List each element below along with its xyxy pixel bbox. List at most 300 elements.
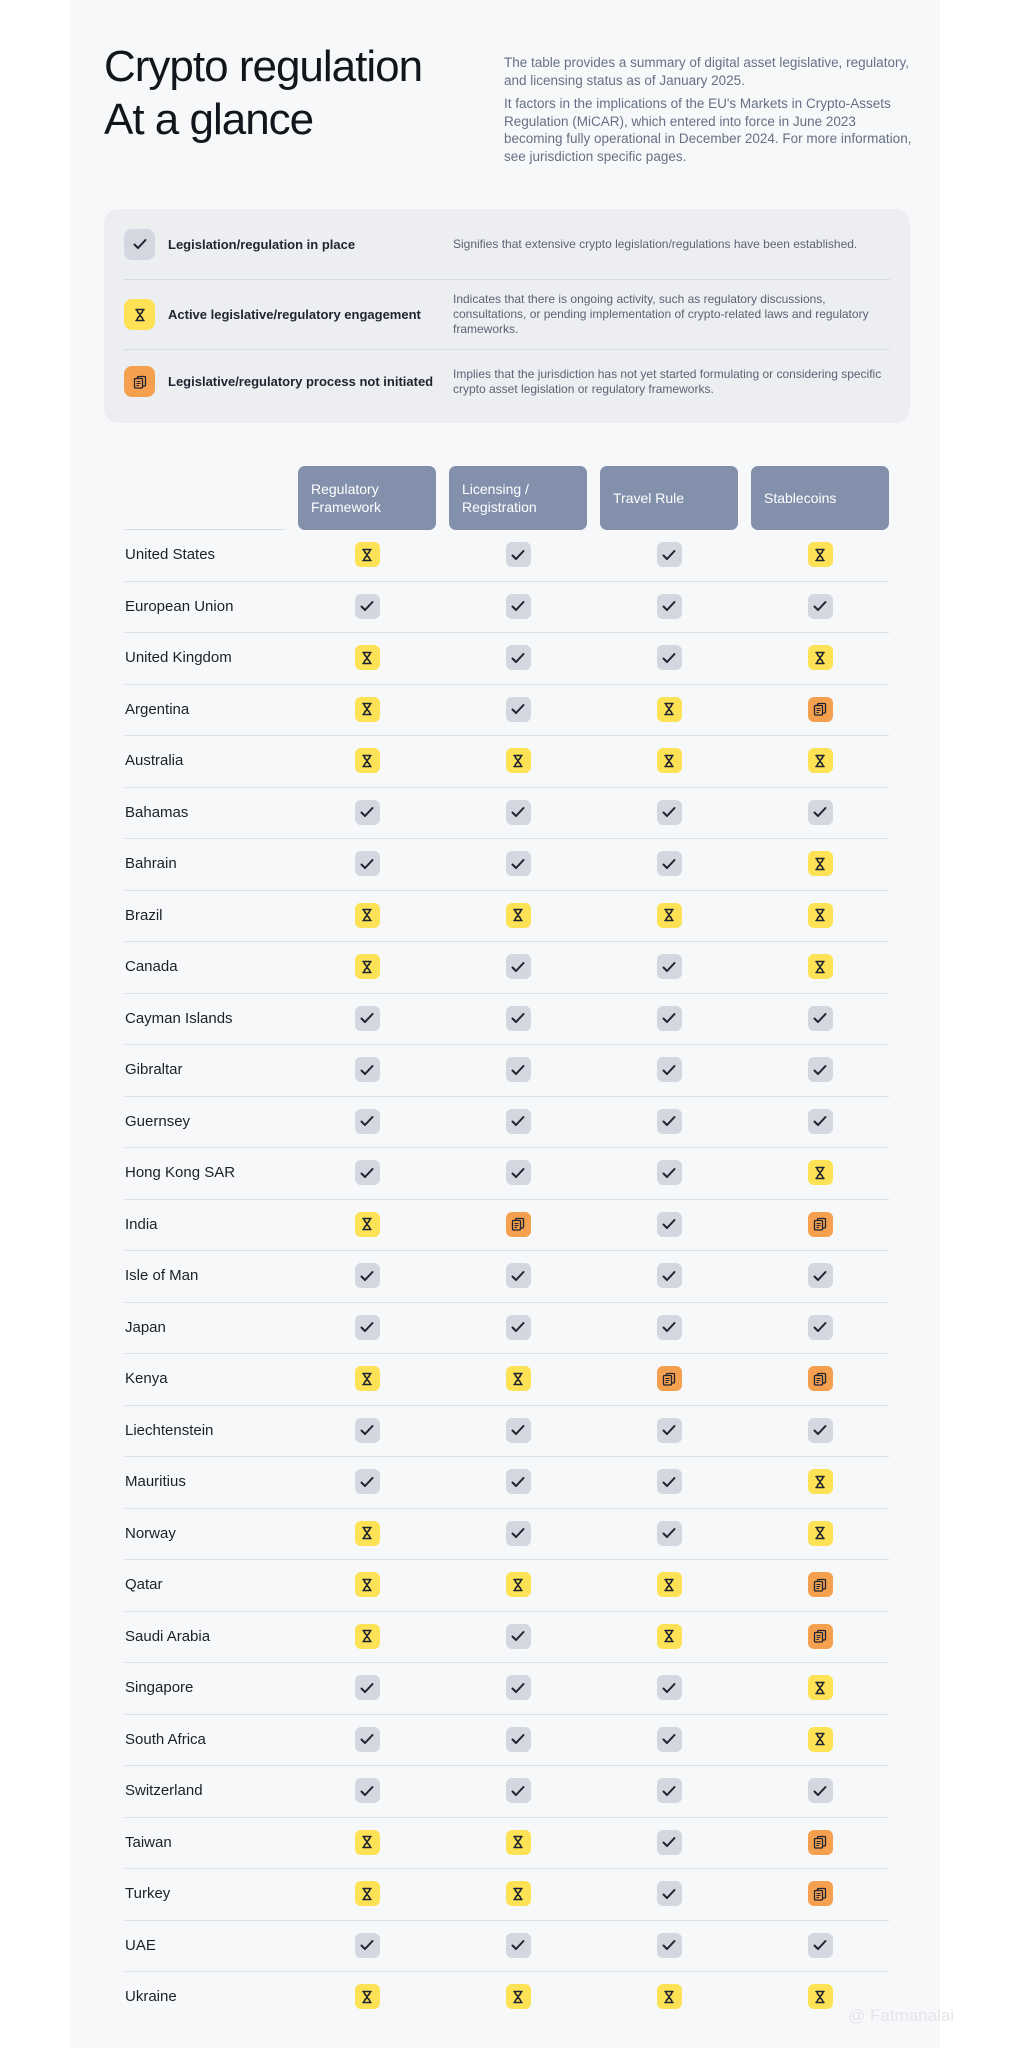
- status-cell-regulatory-framework: [298, 594, 436, 619]
- column-header-licensing-registration: Licensing / Registration: [449, 466, 587, 530]
- checkmark-icon: [506, 1675, 531, 1700]
- checkmark-icon: [506, 645, 531, 670]
- checkmark-icon: [657, 542, 682, 567]
- hourglass-icon: [506, 903, 531, 928]
- checkmark-icon: [506, 1418, 531, 1443]
- status-cell-licensing-registration: [449, 594, 587, 619]
- table-row: [125, 1663, 889, 1715]
- checkmark-icon: [506, 1315, 531, 1340]
- status-cell-travel-rule: [600, 1160, 738, 1185]
- checkmark-icon: [355, 1778, 380, 1803]
- status-cell-travel-rule: [600, 1521, 738, 1546]
- checkmark-icon: [657, 1830, 682, 1855]
- checkmark-icon: [506, 1727, 531, 1752]
- status-cell-travel-rule: [600, 1109, 738, 1134]
- status-cell-regulatory-framework: [298, 748, 436, 773]
- status-cell-regulatory-framework: [298, 697, 436, 722]
- status-cell-licensing-registration: [449, 1366, 587, 1391]
- hourglass-icon: [124, 299, 155, 330]
- status-cell-licensing-registration: [449, 903, 587, 928]
- hourglass-icon: [808, 1160, 833, 1185]
- table-row: [125, 736, 889, 788]
- checkmark-icon: [808, 594, 833, 619]
- country-name: Cayman Islands: [125, 1009, 233, 1027]
- page-title: [104, 40, 464, 146]
- document-icon: [506, 1212, 531, 1237]
- table-row: [125, 1715, 889, 1767]
- hourglass-icon: [355, 954, 380, 979]
- status-cell-regulatory-framework: [298, 1572, 436, 1597]
- status-cell-regulatory-framework: [298, 1521, 436, 1546]
- country-name: UAE: [125, 1936, 156, 1954]
- hourglass-icon: [808, 748, 833, 773]
- status-cell-travel-rule: [600, 954, 738, 979]
- country-name: Qatar: [125, 1576, 163, 1593]
- status-cell-regulatory-framework: [298, 1006, 436, 1031]
- status-cell-licensing-registration: [449, 1933, 587, 1958]
- status-cell-licensing-registration: [449, 1160, 587, 1185]
- checkmark-icon: [355, 800, 380, 825]
- legend-description: Indicates that there is ongoing activity, such as regulatory discussions, consultations, or pending implementation of crypto-related laws and regulatory frameworks.: [453, 292, 869, 336]
- status-cell-licensing-registration: [449, 1263, 587, 1288]
- column-header-stablecoins: Stablecoins: [751, 466, 889, 530]
- status-cell-travel-rule: [600, 1572, 738, 1597]
- country-name: Mauritius: [125, 1473, 186, 1490]
- checkmark-icon: [657, 1469, 682, 1494]
- status-cell-stablecoins: [751, 800, 889, 825]
- checkmark-icon: [657, 851, 682, 876]
- status-cell-stablecoins: [751, 1933, 889, 1958]
- table-row: [125, 788, 889, 840]
- checkmark-icon: [808, 1109, 833, 1134]
- hourglass-icon: [506, 1881, 531, 1906]
- status-cell-regulatory-framework: [298, 954, 436, 979]
- country-name: Switzerland: [125, 1782, 203, 1799]
- status-cell-regulatory-framework: [298, 1727, 436, 1752]
- document-icon: [124, 366, 155, 397]
- country-name: Singapore: [125, 1679, 194, 1696]
- status-cell-stablecoins: [751, 954, 889, 979]
- status-cell-stablecoins: [751, 542, 889, 567]
- checkmark-icon: [657, 645, 682, 670]
- checkmark-icon: [657, 1315, 682, 1340]
- hourglass-icon: [808, 645, 833, 670]
- checkmark-icon: [506, 1778, 531, 1803]
- table-row: [125, 1509, 889, 1561]
- checkmark-icon: [657, 594, 682, 619]
- status-cell-regulatory-framework: [298, 851, 436, 876]
- checkmark-icon: [808, 1263, 833, 1288]
- country-name: Hong Kong SAR: [125, 1164, 236, 1181]
- country-name: Ukraine: [125, 1988, 177, 2005]
- status-cell-stablecoins: [751, 1521, 889, 1546]
- status-cell-regulatory-framework: [298, 1830, 436, 1855]
- checkmark-icon: [808, 1778, 833, 1803]
- checkmark-icon: [506, 542, 531, 567]
- status-cell-stablecoins: [751, 1624, 889, 1649]
- checkmark-icon: [506, 1006, 531, 1031]
- status-cell-licensing-registration: [449, 542, 587, 567]
- status-cell-travel-rule: [600, 1727, 738, 1752]
- status-cell-regulatory-framework: [298, 1315, 436, 1340]
- country-name: Japan: [125, 1318, 166, 1336]
- status-cell-travel-rule: [600, 697, 738, 722]
- status-cell-regulatory-framework: [298, 645, 436, 670]
- country-name: Brazil: [125, 906, 163, 924]
- checkmark-icon: [808, 1057, 833, 1082]
- hourglass-icon: [808, 1984, 833, 2009]
- status-cell-travel-rule: [600, 645, 738, 670]
- status-cell-stablecoins: [751, 748, 889, 773]
- hourglass-icon: [808, 1469, 833, 1494]
- table-row: [125, 1354, 889, 1406]
- table-row: [125, 994, 889, 1046]
- intro-paragraph-2: It factors in the implications of the EU's Markets in Crypto-Assets Regulation (MiCAR), which entered into force in June 2023 becoming fully operational in December 2024. For more information, see jurisdiction specific pages.: [504, 96, 912, 164]
- checkmark-icon: [657, 1160, 682, 1185]
- status-cell-stablecoins: [751, 697, 889, 722]
- checkmark-icon: [506, 1933, 531, 1958]
- table-row: [125, 1766, 889, 1818]
- status-cell-licensing-registration: [449, 1675, 587, 1700]
- hourglass-icon: [355, 542, 380, 567]
- table-header: [125, 466, 889, 530]
- table-row: [125, 530, 889, 582]
- hourglass-icon: [506, 1830, 531, 1855]
- status-cell-stablecoins: [751, 594, 889, 619]
- checkmark-icon: [355, 1469, 380, 1494]
- status-cell-stablecoins: [751, 1263, 889, 1288]
- status-cell-regulatory-framework: [298, 1624, 436, 1649]
- country-name: United States: [125, 546, 216, 563]
- status-cell-licensing-registration: [449, 1109, 587, 1134]
- status-cell-regulatory-framework: [298, 1418, 436, 1443]
- document-icon: [657, 1366, 682, 1391]
- table-body: [125, 530, 889, 2023]
- status-cell-stablecoins: [751, 1830, 889, 1855]
- checkmark-icon: [808, 1933, 833, 1958]
- status-cell-regulatory-framework: [298, 1057, 436, 1082]
- status-cell-stablecoins: [751, 1109, 889, 1134]
- status-cell-travel-rule: [600, 1984, 738, 2009]
- status-cell-travel-rule: [600, 1263, 738, 1288]
- hourglass-icon: [506, 748, 531, 773]
- hourglass-icon: [506, 1984, 531, 2009]
- table-row: [125, 1818, 889, 1870]
- status-cell-stablecoins: [751, 1675, 889, 1700]
- document-icon: [808, 1572, 833, 1597]
- status-cell-travel-rule: [600, 1469, 738, 1494]
- hourglass-icon: [808, 1675, 833, 1700]
- status-cell-travel-rule: [600, 594, 738, 619]
- status-cell-travel-rule: [600, 1006, 738, 1031]
- checkmark-icon: [808, 1315, 833, 1340]
- checkmark-icon: [657, 1881, 682, 1906]
- hourglass-icon: [657, 1624, 682, 1649]
- status-cell-licensing-registration: [449, 1727, 587, 1752]
- checkmark-icon: [506, 1521, 531, 1546]
- hourglass-icon: [808, 954, 833, 979]
- checkmark-icon: [355, 1263, 380, 1288]
- hourglass-icon: [355, 1830, 380, 1855]
- table-row: [125, 582, 889, 634]
- status-cell-licensing-registration: [449, 1830, 587, 1855]
- status-cell-licensing-registration: [449, 645, 587, 670]
- status-cell-regulatory-framework: [298, 1212, 436, 1237]
- status-cell-regulatory-framework: [298, 1160, 436, 1185]
- status-cell-stablecoins: [751, 1727, 889, 1752]
- country-name: Norway: [125, 1524, 176, 1542]
- status-cell-regulatory-framework: [298, 1778, 436, 1803]
- hourglass-icon: [808, 1521, 833, 1546]
- status-cell-stablecoins: [751, 903, 889, 928]
- checkmark-icon: [506, 1109, 531, 1134]
- country-name: Canada: [125, 958, 178, 975]
- checkmark-icon: [355, 1006, 380, 1031]
- table-row: [125, 1972, 889, 2023]
- checkmark-icon: [657, 1675, 682, 1700]
- table-row: [125, 1457, 889, 1509]
- hourglass-icon: [657, 1572, 682, 1597]
- title-line-2: At a glance: [104, 95, 314, 144]
- status-cell-stablecoins: [751, 1212, 889, 1237]
- intro-text: [504, 54, 914, 171]
- country-name: European Union: [125, 597, 234, 615]
- legend-item-check: [124, 209, 890, 280]
- checkmark-icon: [657, 1727, 682, 1752]
- status-cell-licensing-registration: [449, 1521, 587, 1546]
- watermark: @ Fatmanalai: [848, 2006, 955, 2025]
- country-name: Liechtenstein: [125, 1421, 214, 1439]
- status-cell-stablecoins: [751, 645, 889, 670]
- status-cell-regulatory-framework: [298, 1263, 436, 1288]
- country-name: Saudi Arabia: [125, 1627, 211, 1645]
- hourglass-icon: [808, 903, 833, 928]
- status-cell-regulatory-framework: [298, 1933, 436, 1958]
- status-cell-travel-rule: [600, 748, 738, 773]
- status-cell-licensing-registration: [449, 1778, 587, 1803]
- table-row: [125, 1406, 889, 1458]
- status-cell-regulatory-framework: [298, 903, 436, 928]
- document-icon: [808, 1830, 833, 1855]
- hourglass-icon: [355, 645, 380, 670]
- status-cell-licensing-registration: [449, 697, 587, 722]
- intro-paragraph-1: The table provides a summary of digital asset legislative, regulatory, and licensing status as of January 2025.: [504, 55, 909, 88]
- status-cell-travel-rule: [600, 800, 738, 825]
- hourglass-icon: [808, 1727, 833, 1752]
- status-cell-travel-rule: [600, 1366, 738, 1391]
- checkmark-icon: [808, 1418, 833, 1443]
- status-cell-licensing-registration: [449, 851, 587, 876]
- country-name: Gibraltar: [125, 1061, 183, 1078]
- checkmark-icon: [808, 800, 833, 825]
- document-icon: [808, 1624, 833, 1649]
- checkmark-icon: [355, 1315, 380, 1340]
- status-cell-licensing-registration: [449, 1572, 587, 1597]
- status-cell-stablecoins: [751, 1881, 889, 1906]
- country-name: Turkey: [125, 1885, 171, 1902]
- legend-label: Legislative/regulatory process not initiated: [168, 374, 434, 389]
- status-cell-travel-rule: [600, 1057, 738, 1082]
- checkmark-icon: [657, 1006, 682, 1031]
- status-cell-licensing-registration: [449, 1212, 587, 1237]
- page: [70, 0, 955, 2048]
- status-cell-licensing-registration: [449, 1315, 587, 1340]
- checkmark-icon: [355, 1109, 380, 1134]
- status-cell-licensing-registration: [449, 800, 587, 825]
- hourglass-icon: [657, 697, 682, 722]
- status-cell-regulatory-framework: [298, 1366, 436, 1391]
- legend-panel: [104, 209, 910, 423]
- status-cell-licensing-registration: [449, 748, 587, 773]
- column-header-travel-rule: Travel Rule: [600, 466, 738, 530]
- status-cell-stablecoins: [751, 1778, 889, 1803]
- status-cell-travel-rule: [600, 1212, 738, 1237]
- checkmark-icon: [124, 229, 155, 260]
- status-cell-licensing-registration: [449, 1624, 587, 1649]
- checkmark-icon: [657, 1418, 682, 1443]
- status-cell-licensing-registration: [449, 1006, 587, 1031]
- legend-description: Signifies that extensive crypto legislation/regulations have been established.: [453, 236, 858, 251]
- table-row: [125, 1200, 889, 1252]
- hourglass-icon: [355, 1572, 380, 1597]
- hourglass-icon: [506, 1572, 531, 1597]
- checkmark-icon: [808, 1006, 833, 1031]
- table-row: [125, 1045, 889, 1097]
- table-row: [125, 1612, 889, 1664]
- status-cell-stablecoins: [751, 1160, 889, 1185]
- document-icon: [808, 1881, 833, 1906]
- status-cell-stablecoins: [751, 1006, 889, 1031]
- status-cell-travel-rule: [600, 1881, 738, 1906]
- checkmark-icon: [355, 1727, 380, 1752]
- title-line-1: Crypto regulation: [104, 42, 423, 91]
- legend-description: Implies that the jurisdiction has not yet started formulating or considering specific crypto asset legislation or regulatory frameworks.: [453, 366, 882, 396]
- table-row: [125, 1921, 889, 1973]
- country-name: India: [125, 1215, 158, 1233]
- country-name: South Africa: [125, 1730, 206, 1748]
- legend-label: Active legislative/regulatory engagement: [168, 307, 421, 322]
- checkmark-icon: [355, 1160, 380, 1185]
- table-row: [125, 1560, 889, 1612]
- checkmark-icon: [506, 1263, 531, 1288]
- checkmark-icon: [506, 1469, 531, 1494]
- country-name: United Kingdom: [125, 649, 232, 666]
- status-cell-stablecoins: [751, 1469, 889, 1494]
- status-cell-licensing-registration: [449, 1418, 587, 1443]
- status-cell-stablecoins: [751, 1366, 889, 1391]
- hourglass-icon: [355, 1212, 380, 1237]
- checkmark-icon: [355, 1933, 380, 1958]
- checkmark-icon: [657, 1109, 682, 1134]
- hourglass-icon: [355, 1624, 380, 1649]
- hourglass-icon: [808, 851, 833, 876]
- status-cell-travel-rule: [600, 1778, 738, 1803]
- document-icon: [808, 1212, 833, 1237]
- checkmark-icon: [506, 800, 531, 825]
- status-cell-travel-rule: [600, 1933, 738, 1958]
- status-table: [125, 466, 889, 2023]
- checkmark-icon: [506, 697, 531, 722]
- country-name: Bahamas: [125, 803, 189, 821]
- status-cell-regulatory-framework: [298, 1109, 436, 1134]
- table-row: [125, 1148, 889, 1200]
- checkmark-icon: [355, 594, 380, 619]
- checkmark-icon: [657, 1933, 682, 1958]
- status-cell-licensing-registration: [449, 1984, 587, 2009]
- status-cell-licensing-registration: [449, 1057, 587, 1082]
- checkmark-icon: [506, 1057, 531, 1082]
- table-row: [125, 1869, 889, 1921]
- hourglass-icon: [657, 903, 682, 928]
- status-cell-regulatory-framework: [298, 1675, 436, 1700]
- column-header-regulatory-framework: Regulatory Framework: [298, 466, 436, 530]
- table-row: [125, 942, 889, 994]
- status-cell-regulatory-framework: [298, 1469, 436, 1494]
- checkmark-icon: [657, 954, 682, 979]
- legend-label: Legislation/regulation in place: [168, 236, 356, 252]
- table-row: [125, 1097, 889, 1149]
- hourglass-icon: [506, 1366, 531, 1391]
- checkmark-icon: [506, 1624, 531, 1649]
- checkmark-icon: [657, 1212, 682, 1237]
- table-row: [125, 1303, 889, 1355]
- status-cell-travel-rule: [600, 903, 738, 928]
- table-row: [125, 891, 889, 943]
- status-cell-travel-rule: [600, 1675, 738, 1700]
- hourglass-icon: [355, 1984, 380, 2009]
- hourglass-icon: [355, 748, 380, 773]
- checkmark-icon: [355, 1057, 380, 1082]
- status-cell-stablecoins: [751, 1572, 889, 1597]
- checkmark-icon: [506, 1160, 531, 1185]
- table-row: [125, 1251, 889, 1303]
- hourglass-icon: [355, 903, 380, 928]
- checkmark-icon: [355, 1418, 380, 1443]
- legend-item-none: [124, 350, 890, 413]
- status-cell-stablecoins: [751, 851, 889, 876]
- status-cell-travel-rule: [600, 1315, 738, 1340]
- status-cell-travel-rule: [600, 1418, 738, 1443]
- status-cell-stablecoins: [751, 1057, 889, 1082]
- hourglass-icon: [355, 1881, 380, 1906]
- status-cell-travel-rule: [600, 1624, 738, 1649]
- hourglass-icon: [355, 1366, 380, 1391]
- checkmark-icon: [506, 594, 531, 619]
- legend-item-pending: [124, 280, 890, 350]
- country-name: Kenya: [125, 1370, 168, 1387]
- status-cell-regulatory-framework: [298, 1881, 436, 1906]
- hourglass-icon: [808, 542, 833, 567]
- status-cell-regulatory-framework: [298, 800, 436, 825]
- table-row: [125, 685, 889, 737]
- checkmark-icon: [657, 1263, 682, 1288]
- country-name: Isle of Man: [125, 1267, 199, 1284]
- status-cell-stablecoins: [751, 1418, 889, 1443]
- checkmark-icon: [355, 851, 380, 876]
- hourglass-icon: [355, 697, 380, 722]
- status-cell-travel-rule: [600, 542, 738, 567]
- checkmark-icon: [506, 954, 531, 979]
- status-cell-regulatory-framework: [298, 542, 436, 567]
- table-row: [125, 633, 889, 685]
- status-cell-licensing-registration: [449, 1469, 587, 1494]
- checkmark-icon: [657, 1521, 682, 1546]
- hourglass-icon: [355, 1521, 380, 1546]
- status-cell-travel-rule: [600, 1830, 738, 1855]
- country-name: Argentina: [125, 700, 190, 718]
- document-icon: [808, 697, 833, 722]
- country-name: Taiwan: [125, 1833, 172, 1851]
